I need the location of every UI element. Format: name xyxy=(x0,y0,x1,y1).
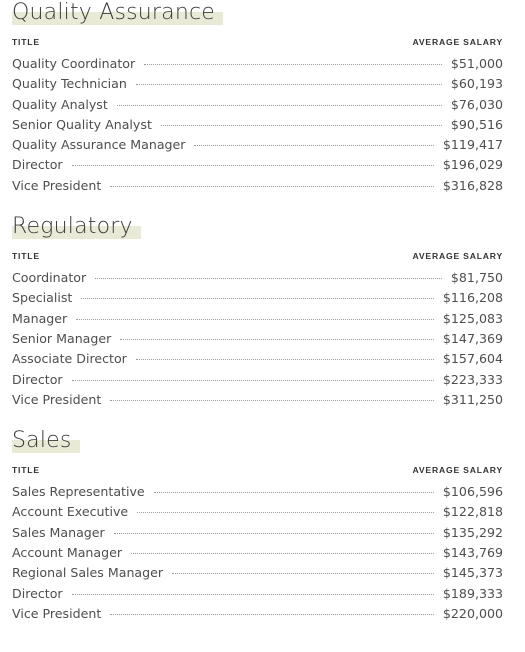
section-title xyxy=(12,428,80,454)
job-title: Senior Manager xyxy=(12,330,112,346)
job-title: Quality Technician xyxy=(12,76,127,92)
column-header-row xyxy=(12,35,503,47)
dot-leader xyxy=(110,186,434,187)
salary-row xyxy=(12,178,503,198)
section-title xyxy=(12,0,223,26)
job-title: Quality Coordinator xyxy=(12,56,136,71)
column-header-row xyxy=(12,249,503,261)
dot-leader xyxy=(194,145,433,146)
salary-row xyxy=(12,392,503,412)
dot-leader xyxy=(114,533,434,534)
salary-row xyxy=(12,504,503,524)
column-header-salary: AVERAGE SALARY xyxy=(412,37,503,47)
salary-row xyxy=(12,270,503,290)
column-header-salary: AVERAGE SALARY xyxy=(412,465,503,476)
average-salary: $157,604 xyxy=(442,351,503,367)
dot-leader xyxy=(95,278,442,279)
section-title-text: Regulatory xyxy=(12,214,133,240)
job-title: Director xyxy=(12,371,63,387)
job-title: Vice President xyxy=(12,605,102,621)
job-title: Director xyxy=(12,585,63,601)
dot-leader xyxy=(81,298,434,299)
job-title: Vice President xyxy=(12,177,102,193)
job-title: Account Manager xyxy=(12,545,123,561)
average-salary: $196,029 xyxy=(442,157,503,173)
salary-row xyxy=(12,351,503,371)
average-salary: $90,516 xyxy=(450,116,503,132)
dot-leader xyxy=(120,339,434,340)
section-title-text: Quality Assurance xyxy=(12,0,216,25)
section-title-text: Sales xyxy=(12,428,72,454)
salary-row xyxy=(12,586,503,606)
dot-leader xyxy=(136,359,434,360)
dot-leader xyxy=(154,492,434,493)
average-salary: $125,083 xyxy=(442,310,503,326)
dot-leader xyxy=(72,165,434,166)
salary-row xyxy=(12,137,503,157)
salary-row xyxy=(12,76,503,96)
average-salary: $223,333 xyxy=(442,371,503,387)
dot-leader xyxy=(72,380,434,381)
column-header-salary: AVERAGE SALARY xyxy=(412,251,503,262)
salary-row xyxy=(12,311,503,331)
salary-row xyxy=(12,484,503,504)
salary-list xyxy=(12,270,503,412)
job-title: Regional Sales Manager xyxy=(12,565,164,581)
job-title: Quality Analyst xyxy=(12,96,108,112)
job-title: Specialist xyxy=(12,290,73,306)
average-salary: $311,250 xyxy=(442,391,503,407)
average-salary: $316,828 xyxy=(442,177,503,193)
dot-leader xyxy=(137,512,434,513)
average-salary: $122,818 xyxy=(442,504,503,520)
average-salary: $143,769 xyxy=(442,545,503,561)
average-salary: $51,000 xyxy=(450,56,503,71)
job-title: Quality Assurance Manager xyxy=(12,137,186,153)
dot-leader xyxy=(76,319,434,320)
section-quality-assurance xyxy=(12,0,503,198)
salary-row xyxy=(12,56,503,76)
average-salary: $76,030 xyxy=(450,96,503,112)
dot-leader xyxy=(110,614,434,615)
section-title xyxy=(12,214,141,240)
salary-row xyxy=(12,372,503,392)
salary-row xyxy=(12,157,503,177)
salary-row xyxy=(12,545,503,565)
job-title: Senior Quality Analyst xyxy=(12,116,152,132)
job-title: Associate Director xyxy=(12,351,127,367)
dot-leader xyxy=(172,573,434,574)
salary-list xyxy=(12,484,503,626)
average-salary: $145,373 xyxy=(442,565,503,581)
dot-leader xyxy=(110,400,434,401)
job-title: Sales Representative xyxy=(12,484,145,500)
job-title: Account Executive xyxy=(12,504,129,520)
average-salary: $106,596 xyxy=(442,484,503,500)
average-salary: $60,193 xyxy=(450,76,503,92)
job-title: Vice President xyxy=(12,391,102,407)
average-salary: $220,000 xyxy=(442,605,503,621)
job-title: Manager xyxy=(12,310,68,326)
column-header-title: TITLE xyxy=(12,37,40,47)
dot-leader xyxy=(144,64,442,65)
section-sales xyxy=(12,428,503,626)
job-title: Sales Manager xyxy=(12,524,105,540)
salary-row xyxy=(12,606,503,626)
salary-row xyxy=(12,97,503,117)
average-salary: $119,417 xyxy=(442,137,503,153)
salary-list xyxy=(12,56,503,198)
salary-page xyxy=(12,0,503,626)
dot-leader xyxy=(136,84,442,85)
job-title: Director xyxy=(12,157,63,173)
salary-row xyxy=(12,331,503,351)
average-salary: $135,292 xyxy=(442,524,503,540)
salary-row xyxy=(12,525,503,545)
column-header-title: TITLE xyxy=(12,251,40,262)
salary-row xyxy=(12,290,503,310)
column-header-title: TITLE xyxy=(12,465,40,476)
section-regulatory xyxy=(12,214,503,412)
dot-leader xyxy=(161,125,442,126)
job-title: Coordinator xyxy=(12,270,87,286)
average-salary: $116,208 xyxy=(442,290,503,306)
dot-leader xyxy=(72,594,434,595)
salary-row xyxy=(12,117,503,137)
dot-leader xyxy=(131,553,434,554)
column-header-row xyxy=(12,463,503,475)
average-salary: $147,369 xyxy=(442,330,503,346)
dot-leader xyxy=(117,105,442,106)
salary-row xyxy=(12,565,503,585)
average-salary: $189,333 xyxy=(442,585,503,601)
average-salary: $81,750 xyxy=(450,270,503,286)
